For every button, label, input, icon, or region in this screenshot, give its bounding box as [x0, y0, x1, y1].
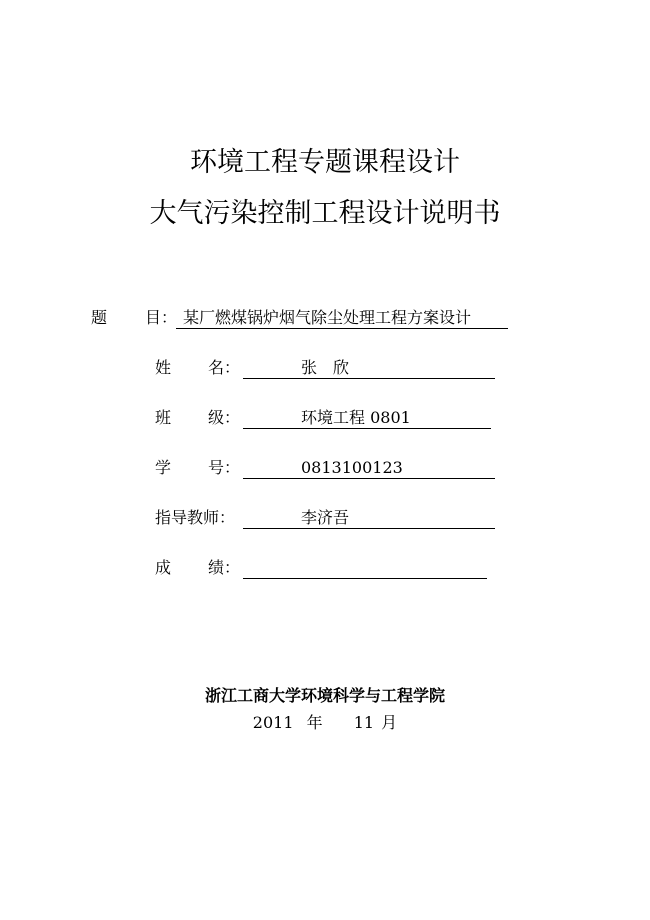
- grade-label-a: 成: [155, 558, 172, 577]
- name-label-a: 姓: [155, 358, 172, 377]
- date-month-unit: 月: [381, 713, 398, 732]
- name-value: 张 欣: [301, 358, 350, 377]
- student-id-label-b: 号：: [208, 458, 241, 477]
- name-underline: [243, 358, 495, 379]
- class-value: 环境工程 0801: [301, 408, 411, 427]
- advisor-label: 指导教师：: [155, 508, 236, 527]
- field-topic: [0, 308, 650, 330]
- document-title-line2: 大气污染控制工程设计说明书: [149, 198, 501, 229]
- field-student-id: [0, 458, 650, 480]
- topic-value: 某厂燃煤锅炉烟气除尘处理工程方案设计: [183, 308, 472, 327]
- field-name: [0, 358, 650, 380]
- student-id-value: 0813100123: [301, 458, 403, 477]
- field-advisor: [0, 508, 650, 530]
- student-id-label-a: 学: [155, 458, 172, 477]
- topic-label-b: 目：: [145, 308, 178, 327]
- advisor-value: 李济吾: [301, 508, 350, 527]
- document-title-line1: 环境工程专题课程设计: [190, 147, 460, 178]
- class-label-a: 班: [155, 408, 172, 427]
- date-month: 11: [353, 713, 375, 732]
- topic-label-a: 题: [91, 308, 108, 327]
- name-label-b: 名：: [208, 358, 241, 377]
- class-label-b: 级：: [208, 408, 241, 427]
- grade-underline: [243, 558, 487, 579]
- school-name: 浙江工商大学环境科学与工程学院: [204, 686, 445, 705]
- date-year-unit: 年: [306, 713, 323, 732]
- field-grade: [0, 558, 650, 580]
- date-year: 2011: [252, 713, 294, 732]
- field-class: [0, 408, 650, 430]
- grade-label-b: 绩：: [208, 558, 241, 577]
- document-date: [0, 710, 650, 733]
- advisor-underline: [243, 508, 495, 529]
